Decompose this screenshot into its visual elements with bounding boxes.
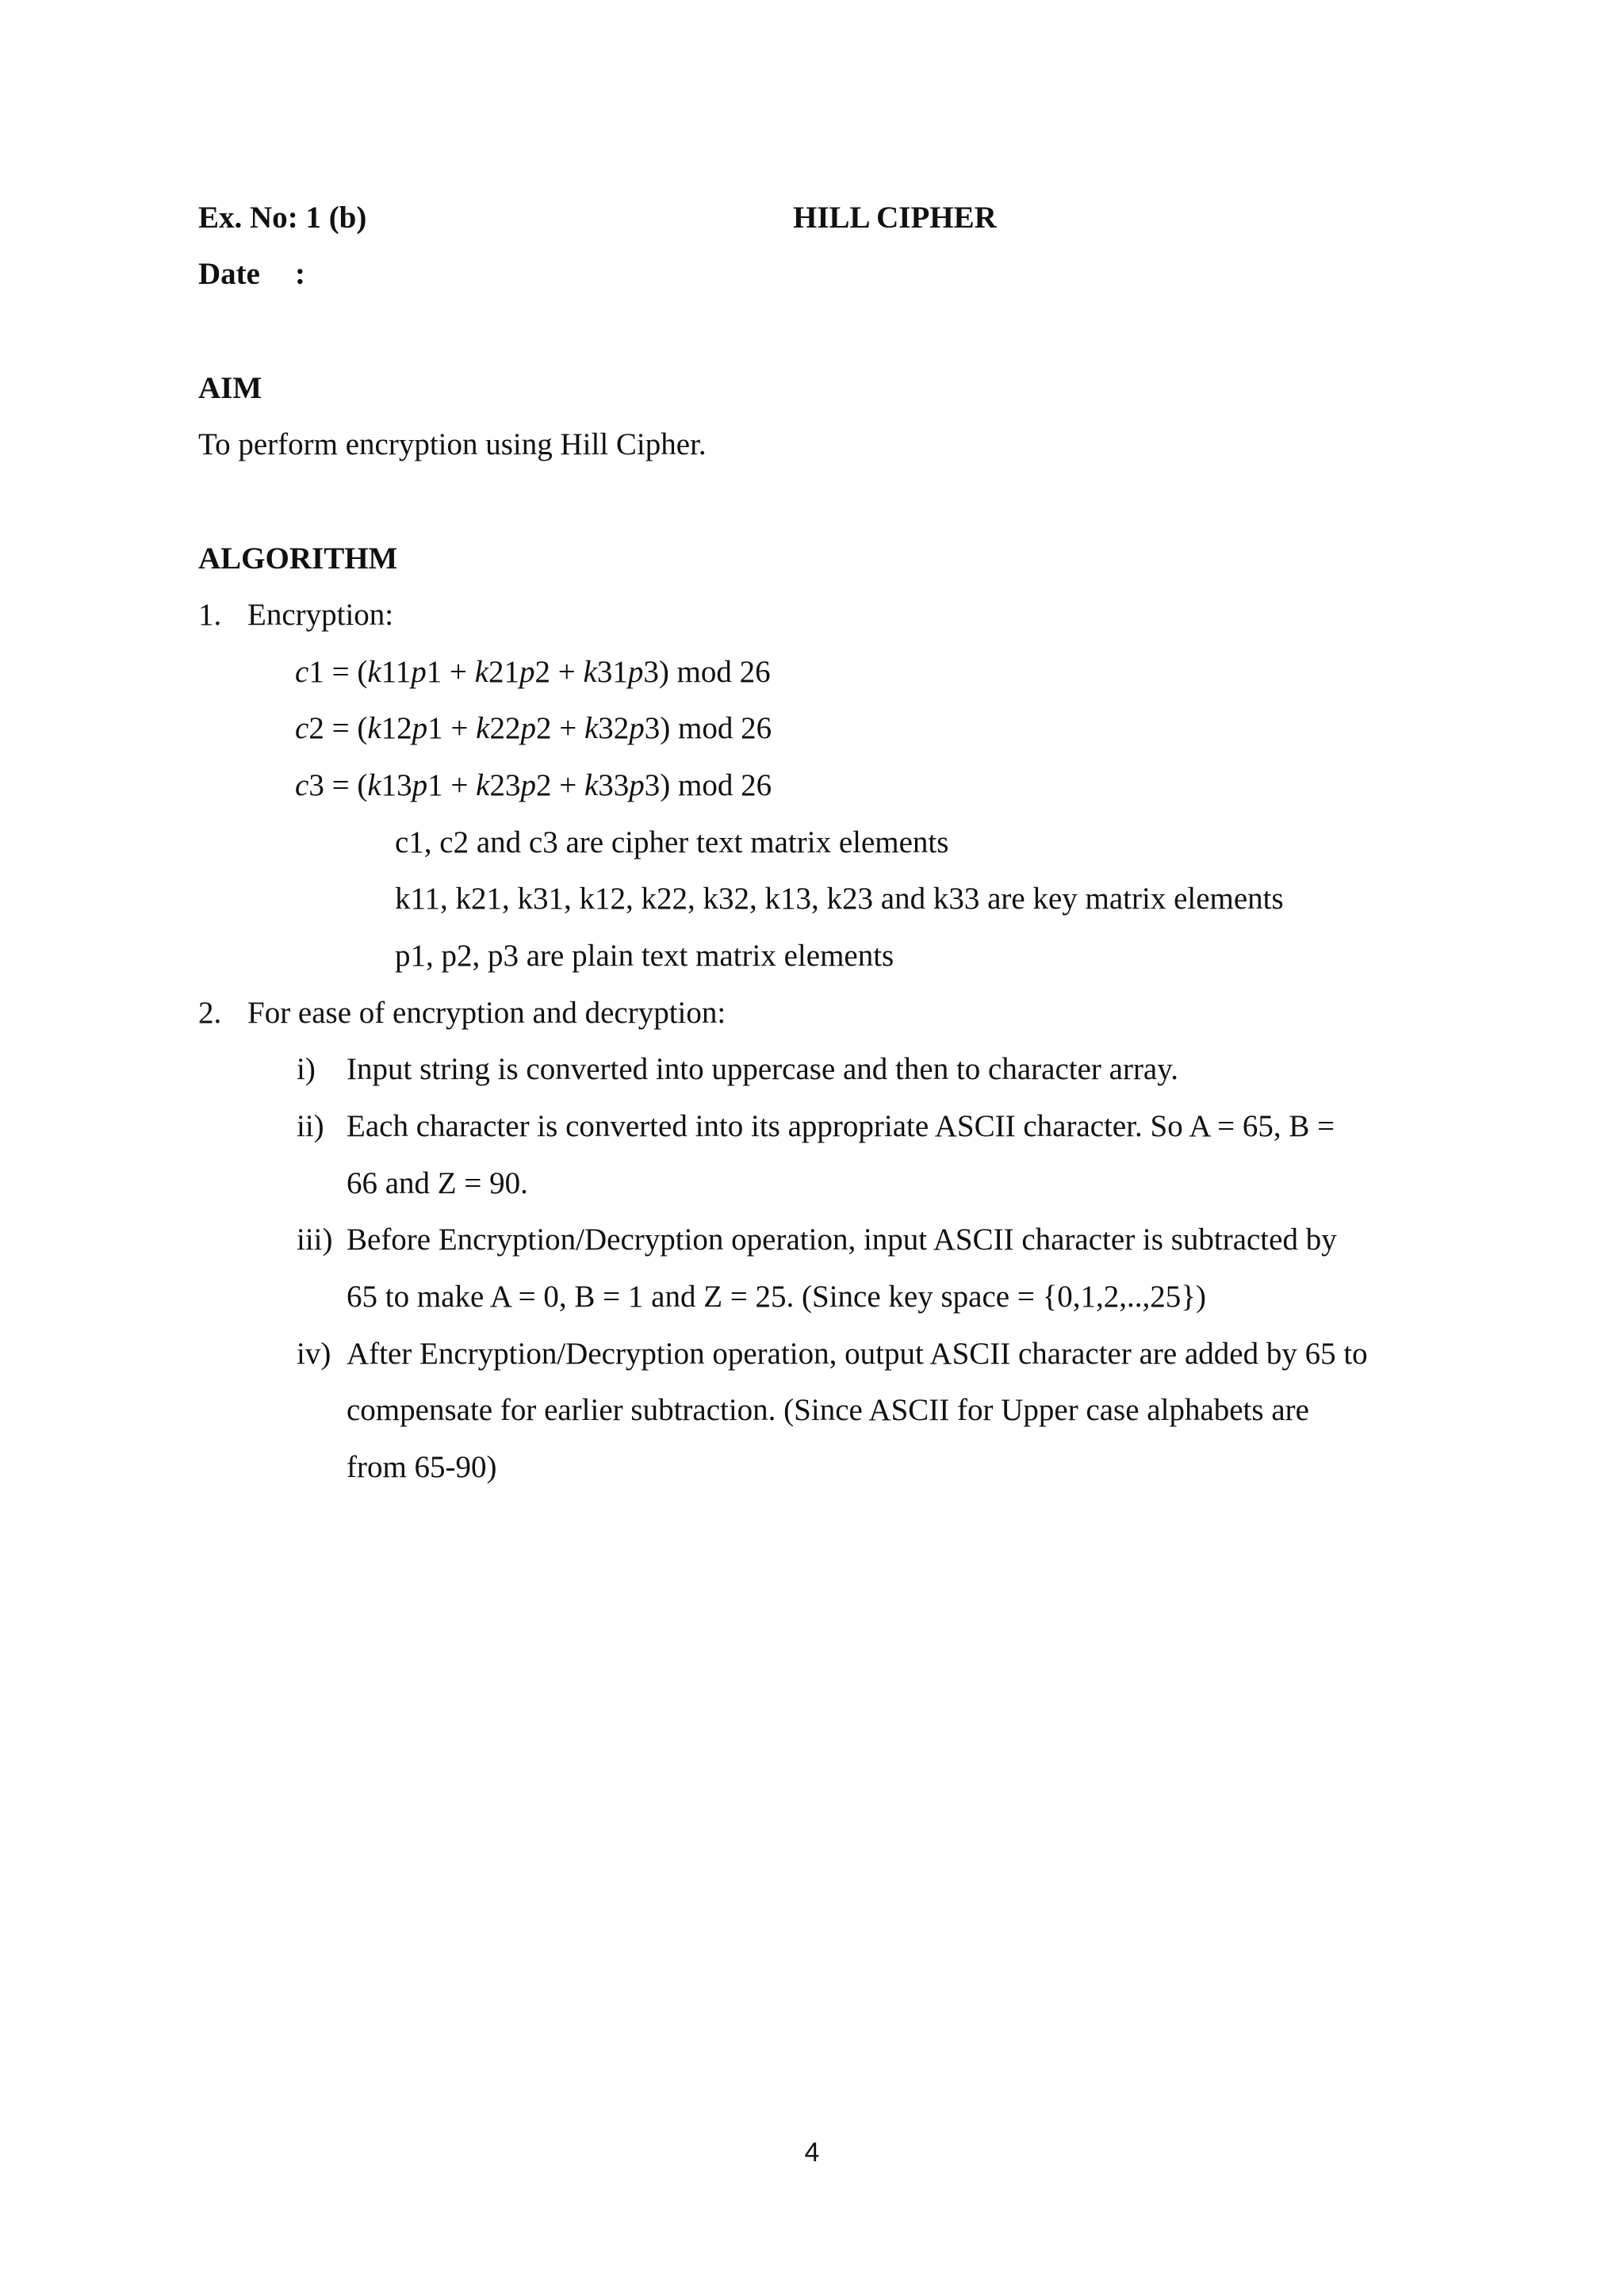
step-2-title: For ease of encryption and decryption:	[247, 996, 726, 1030]
list-item-text: Each character is converted into its appropriate ASCII character. So A = 65, B =	[347, 1109, 1335, 1143]
exercise-number-label: Ex. No: 1 (b)	[198, 201, 367, 235]
list-item-label: iv)	[297, 1337, 331, 1371]
list-item-label: iii)	[297, 1223, 333, 1257]
equation-c3: c3 = (k13p1 + k23p2 + k33p3) mod 26	[295, 768, 772, 802]
algorithm-heading: ALGORITHM	[198, 541, 398, 576]
list-item-text: Before Encryption/Decryption operation, input ASCII character is subtracted by	[347, 1223, 1337, 1257]
list-item-label: ii)	[297, 1109, 324, 1143]
step-1-title: Encryption:	[247, 598, 394, 632]
step-1-number: 1.	[198, 598, 222, 632]
page-number: 4	[804, 2137, 820, 2168]
note-cipher-elements: c1, c2 and c3 are cipher text matrix elements	[395, 825, 949, 859]
list-item-label: i)	[297, 1052, 316, 1086]
list-item-text: 66 and Z = 90.	[347, 1166, 528, 1200]
list-item-text: After Encryption/Decryption operation, output ASCII character are added by 65 to	[347, 1337, 1368, 1371]
list-item-text: compensate for earlier subtraction. (Since ASCII for Upper case alphabets are	[347, 1393, 1309, 1427]
step-2-number: 2.	[198, 996, 222, 1030]
date-label: Date :	[198, 257, 305, 291]
page-title: HILL CIPHER	[793, 201, 997, 235]
equation-c2: c2 = (k12p1 + k22p2 + k32p3) mod 26	[295, 711, 772, 745]
list-item-text: from 65-90)	[347, 1450, 497, 1484]
equation-c1: c1 = (k11p1 + k21p2 + k31p3) mod 26	[295, 655, 771, 689]
list-item-text: Input string is converted into uppercase and then to character array.	[347, 1052, 1178, 1086]
aim-text: To perform encryption using Hill Cipher.	[198, 427, 707, 461]
aim-heading: AIM	[198, 371, 262, 405]
note-plain-elements: p1, p2, p3 are plain text matrix elements	[395, 939, 894, 973]
note-key-elements: k11, k21, k31, k12, k22, k32, k13, k23 and k33 are key matrix elements	[395, 882, 1284, 916]
list-item-text: 65 to make A = 0, B = 1 and Z = 25. (Since key space = {0,1,2,..,25})	[347, 1280, 1207, 1314]
